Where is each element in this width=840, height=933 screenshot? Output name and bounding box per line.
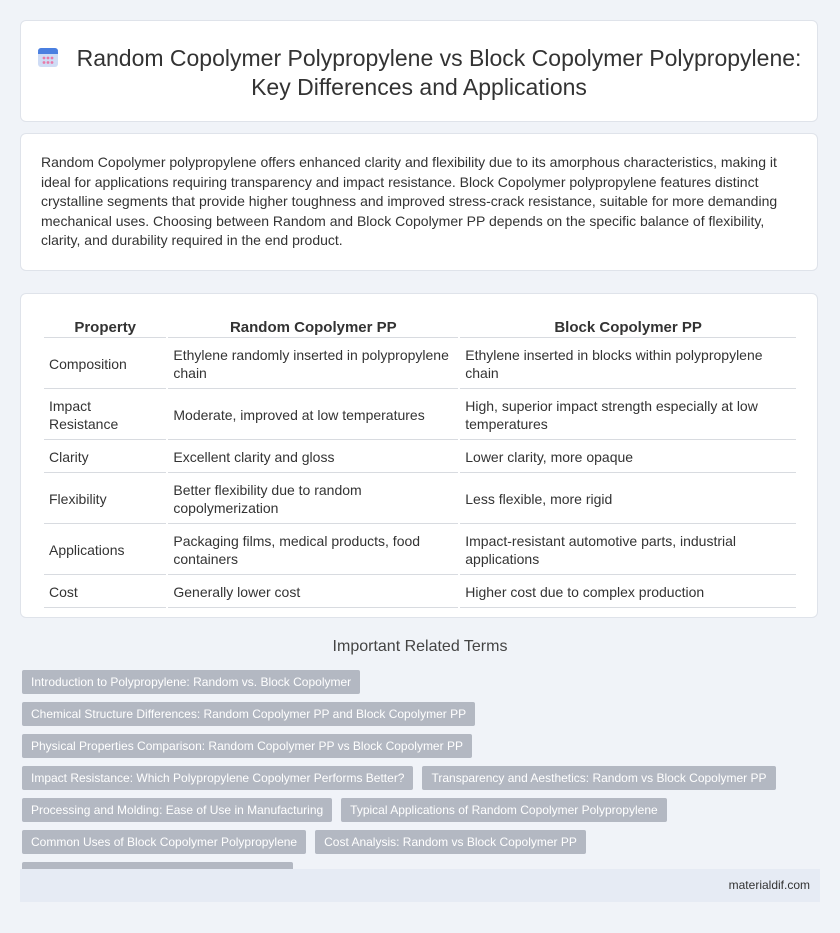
title-card [20,20,818,122]
related-term-tag[interactable]: Cost Analysis: Random vs Block Copolymer PP [315,830,586,854]
table-cell: Lower clarity, more opaque [460,442,796,473]
table-cell: Clarity [44,442,166,473]
table-row [44,526,796,575]
intro-paragraph: Random Copolymer polypropylene offers enhanced clarity and flexibility due to its amorphous characteristics, making it ideal for applications requiring transparency and impact resistance. Block Copolymer polypropylene features distinct crystalline segments that provide higher toughness and improved stress-crack resistance, suitable for more demanding mechanical uses. Choosing between Random and Block Copolymer PP depends on the specific balance of flexibility, clarity, and durability required in the end product. [41,154,778,249]
table-row [44,391,796,440]
table-row [44,340,796,389]
footer [20,869,820,902]
header-property: Property [44,317,166,338]
table-cell: Applications [44,526,166,575]
table-row [44,442,796,473]
footer-site-link[interactable]: materialdif.com [728,878,810,892]
table-cell: Less flexible, more rigid [460,475,796,524]
related-term-tag[interactable]: Physical Properties Comparison: Random Copolymer PP vs Block Copolymer PP [22,734,472,758]
table-header-row [44,317,796,338]
table-cell: High, superior impact strength especially at low temperatures [460,391,796,440]
table-row [44,577,796,608]
table-cell: Ethylene randomly inserted in polypropylene chain [168,340,458,389]
table-cell: Generally lower cost [168,577,458,608]
header-random: Random Copolymer PP [168,317,458,338]
header-block: Block Copolymer PP [460,317,796,338]
related-term-tag[interactable]: Chemical Structure Differences: Random Copolymer PP and Block Copolymer PP [22,702,475,726]
related-term-tag[interactable]: Common Uses of Block Copolymer Polypropylene [22,830,306,854]
table-cell: Packaging films, medical products, food containers [168,526,458,575]
table-cell: Impact-resistant automotive parts, industrial applications [460,526,796,575]
comparison-table-card [20,293,818,618]
table-cell: Moderate, improved at low temperatures [168,391,458,440]
related-term-tag[interactable]: Typical Applications of Random Copolymer Polypropylene [341,798,667,822]
related-terms-list [22,670,822,886]
related-terms-heading: Important Related Terms [332,638,508,655]
table-cell: Impact Resistance [44,391,166,440]
table-cell: Excellent clarity and gloss [168,442,458,473]
table-cell: Higher cost due to complex production [460,577,796,608]
comparison-table [42,315,798,610]
page-title-wrap [21,44,817,102]
related-term-tag[interactable]: Transparency and Aesthetics: Random vs Block Copolymer PP [422,766,775,790]
table-cell: Better flexibility due to random copolymerization [168,475,458,524]
related-term-tag[interactable]: Processing and Molding: Ease of Use in Manufacturing [22,798,332,822]
table-cell: Flexibility [44,475,166,524]
table-cell: Cost [44,577,166,608]
table-cell: Composition [44,340,166,389]
table-cell: Ethylene inserted in blocks within polypropylene chain [460,340,796,389]
intro-card [20,133,818,271]
related-term-tag[interactable]: Introduction to Polypropylene: Random vs. Block Copolymer [22,670,360,694]
calendar-icon [37,46,59,68]
related-term-tag[interactable]: Impact Resistance: Which Polypropylene Copolymer Performs Better? [22,766,413,790]
table-row [44,475,796,524]
page-title: Random Copolymer Polypropylene vs Block Copolymer Polypropylene: Key Differences and Applications [76,45,802,100]
